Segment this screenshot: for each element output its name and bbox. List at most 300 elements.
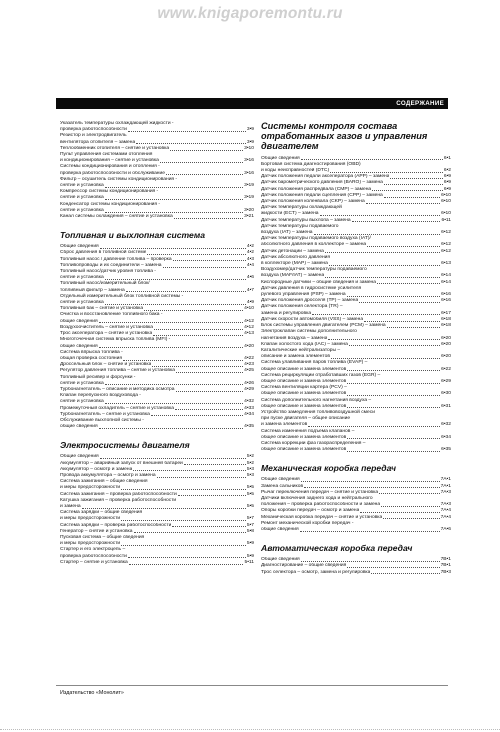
toc-page-number: 3•19 xyxy=(244,195,254,201)
toc-entry-title: Датчики включения заднего хода и нейтрального xyxy=(261,495,373,501)
toc-entry-title: Теплообменник отопителя – снятие и установка xyxy=(60,145,170,151)
toc-entry-title: абсолютного давления в коллекторе – замена xyxy=(261,242,367,248)
toc-entry-title: Общие сведения xyxy=(60,454,99,460)
dot-leader xyxy=(379,493,439,494)
toc-entry-title: Датчик положения педали сцепления (CPP) – замена xyxy=(261,192,383,198)
dot-leader xyxy=(352,221,441,222)
dot-leader xyxy=(331,358,440,359)
toc-entry xyxy=(261,429,451,441)
toc-entry-title: Топливный бак – снятие и установка xyxy=(60,306,144,312)
dot-leader xyxy=(121,545,246,546)
toc-page-number: 5•5 xyxy=(246,485,254,491)
toc-entry-title: Общие сведения xyxy=(261,155,300,161)
toc-page-number: 4•2 xyxy=(246,244,254,250)
toc-page-number: 6•12 xyxy=(441,242,451,248)
toc-entry-title: снятие и установка xyxy=(60,183,104,189)
toc-page-number: 5•5 xyxy=(246,491,254,497)
right-column xyxy=(261,121,451,576)
toc-page-number: 3•16 xyxy=(244,170,254,176)
section-heading-electro: Электросистемы двигателя xyxy=(60,440,190,451)
toc-entry-title: Воздухоочиститель – снятие и установка xyxy=(60,324,154,330)
toc-page-number: 6•29 xyxy=(441,378,451,384)
toc-page-number: 3•9 xyxy=(246,139,254,145)
toc-entry-title: Датчик температуры охлаждающей xyxy=(261,205,342,211)
toc-entry-title: Конденсатор системы кондиционирования - xyxy=(60,201,161,207)
toc-entry-title: Очистка и восстановление топливного бака - xyxy=(60,312,163,318)
toc-entry xyxy=(60,281,254,293)
toc-entry-title: Катушка зажигания – проверка работоспособности xyxy=(60,497,177,503)
toc-entry xyxy=(261,267,451,279)
toc-entry-title: замена и регулировка xyxy=(261,310,312,316)
toc-page-number: 6•17 xyxy=(441,310,451,316)
dot-leader xyxy=(133,470,246,471)
toc-entry xyxy=(60,393,254,405)
dot-leader xyxy=(325,277,440,278)
toc-entry-row xyxy=(261,447,451,453)
fuel-list xyxy=(60,244,254,430)
toc-entry xyxy=(261,224,451,236)
toc-page-number: 4•7 xyxy=(246,287,254,293)
toc-entry-title: Датчик температуры выхлопа – замена xyxy=(261,217,351,223)
toc-entry-title: Датчик давления в гидросистеме усилителя xyxy=(261,285,362,291)
emission-heading-line: двигателем xyxy=(261,141,319,152)
toc-page-number: 6•14 xyxy=(441,273,451,279)
toc-page-number: 6•20 xyxy=(441,354,451,360)
toc-entry-title: общее описание и замена элементов xyxy=(261,403,347,409)
toc-page-number: 6•10 xyxy=(441,199,451,205)
dot-leader xyxy=(390,178,442,179)
toc-page-number: 5•3 xyxy=(246,466,254,472)
toc-page-number: 5•11 xyxy=(244,559,254,565)
left-column xyxy=(60,121,254,566)
toc-entry-title: снятие и установка xyxy=(60,275,104,281)
toc-entry xyxy=(60,133,254,145)
toc-page-number: 6•12 xyxy=(441,230,451,236)
dot-leader xyxy=(105,279,246,280)
dot-leader xyxy=(314,234,441,235)
toc-entry-title: и коды неисправностей (DTC) xyxy=(261,168,330,174)
toc-page-number: 5•2 xyxy=(246,460,254,466)
header-title: СОДЕРЖАНИЕ xyxy=(396,100,444,107)
toc-entry-title: Резистор и электродвигатель xyxy=(60,133,127,139)
toc-page-number: 4•4 xyxy=(246,262,254,268)
dot-leader xyxy=(163,267,246,268)
toc-entry-title: Топливный насос/датчик уровня топлива - xyxy=(60,269,156,275)
dot-leader xyxy=(359,302,440,303)
dot-leader xyxy=(383,518,439,519)
toc-entry-title: снятие и установка xyxy=(60,195,104,201)
toc-entry-title: Регулятор давления топлива – снятие и установка xyxy=(60,368,175,374)
dot-leader xyxy=(372,190,443,191)
dot-leader xyxy=(349,345,440,346)
header-bar xyxy=(56,98,448,109)
dot-leader xyxy=(157,477,246,478)
section-heading-auto: Автоматическая коробка передач xyxy=(261,543,413,554)
toc-entry-title: Воздухомер/датчик температуры подаваемого xyxy=(261,267,367,273)
toc-page-number: 4•25 xyxy=(244,368,254,374)
toc-page-number: 4•2 xyxy=(246,250,254,256)
dot-leader xyxy=(329,265,440,266)
toc-entry-title: общая проверка состояния xyxy=(60,355,122,361)
toc-entry-title: Стартер – снятие и установка xyxy=(60,559,128,565)
toc-page-number: 4•26 xyxy=(244,380,254,386)
toc-page-number: 3•21 xyxy=(244,214,254,220)
toc-entry-title: снятие и установка xyxy=(60,380,104,386)
toc-entry-title: проверка работоспособности xyxy=(60,553,127,559)
toc-entry xyxy=(60,312,254,324)
toc-page-number: 7A•4 xyxy=(440,514,451,520)
dot-leader xyxy=(100,248,246,249)
section-heading-manual: Механическая коробка передач xyxy=(261,463,397,474)
toc-entry-title: Система коррекции фаз газораспределения – xyxy=(261,440,366,446)
toc-entry-title: Система вентиляции картера (PCV) – xyxy=(261,385,347,391)
toc-page-number: 3•19 xyxy=(244,183,254,189)
toc-page-number: 6•10 xyxy=(441,211,451,217)
toc-entry-title: общее описание и замена элементов xyxy=(261,378,347,384)
toc-page-number: 5•5 xyxy=(246,503,254,509)
dot-leader xyxy=(367,246,440,247)
toc-page-number: 4•29 xyxy=(244,386,254,392)
toc-entry-title: Турбонагнетатель – снятие и установка xyxy=(60,411,150,417)
toc-page-number: 4•33 xyxy=(244,405,254,411)
toc-page-number: 6•18 xyxy=(441,323,451,329)
toc-page-number: 6•2 xyxy=(443,168,451,174)
toc-entry xyxy=(261,360,451,372)
toc-entry-title: проверка работоспособности xyxy=(60,127,127,133)
toc-entry xyxy=(60,152,254,164)
toc-page-number: 6•10 xyxy=(441,192,451,198)
footer-rule xyxy=(56,685,448,686)
toc-entry-title: Диагностирование – общие сведения xyxy=(261,563,347,569)
toc-entry-title: Указатель температуры охлаждающей жидкости - xyxy=(60,121,174,126)
toc-page-number: 4•10 xyxy=(244,306,254,312)
toc-entry-title: Дроссельный блок – снятие и установка xyxy=(60,362,152,368)
toc-entry xyxy=(60,479,254,491)
dot-leader xyxy=(128,557,246,558)
toc-page-number: 5•8 xyxy=(246,528,254,534)
toc-entry xyxy=(261,373,451,385)
toc-entry-title: Генератор – снятие и установка xyxy=(60,528,133,534)
toc-entry-title: Бортовая система диагностирования (OBD) xyxy=(261,161,361,167)
toc-entry xyxy=(261,496,451,508)
toc-entry xyxy=(261,398,451,410)
toc-entry-title: Общие сведения xyxy=(261,557,300,563)
toc-entry-title: нагнетания воздуха – замена xyxy=(261,335,328,341)
dot-leader xyxy=(126,291,246,292)
dot-leader xyxy=(129,564,244,565)
toc-page-number: 4•34 xyxy=(244,411,254,417)
dot-leader xyxy=(184,464,246,465)
toc-entry-title: снятие и установка xyxy=(60,399,104,405)
toc-page-number: 4•3 xyxy=(246,256,254,262)
toc-page-number: 7B•1 xyxy=(440,557,451,563)
dot-leader xyxy=(105,212,243,213)
dot-leader xyxy=(308,426,440,427)
toc-entry xyxy=(261,521,451,533)
toc-entry-title: Датчик абсолютного давления xyxy=(261,254,331,260)
toc-entry-title: общие сведения xyxy=(261,526,299,532)
dot-leader xyxy=(152,366,243,367)
toc-entry-title: Топливный ресивер и форсунки - xyxy=(60,374,136,380)
toc-entry-title: положения – проверка работоспособности и замена xyxy=(261,502,381,508)
toc-page-number: 4•12 xyxy=(244,324,254,330)
toc-page-number: 3•20 xyxy=(244,207,254,213)
dot-leader xyxy=(347,296,441,297)
toc-entry-title: Отдельный измерительный блок топливной системы - xyxy=(60,293,184,299)
toc-entry-title: проверка работоспособности и обслуживание xyxy=(60,170,165,176)
dot-leader xyxy=(166,174,243,175)
toc-entry xyxy=(60,294,254,306)
emission-heading-line: отработанных газов и управления xyxy=(261,131,428,142)
dot-leader xyxy=(330,172,443,173)
toc-page-number: 7B•3 xyxy=(440,569,451,575)
toc-page-number: 6•12 xyxy=(441,248,451,254)
dot-leader xyxy=(377,283,440,284)
dot-leader xyxy=(82,508,246,509)
dot-leader xyxy=(105,199,243,200)
toc-page-number: 6•22 xyxy=(441,366,451,372)
dot-leader xyxy=(300,531,440,532)
dot-leader xyxy=(172,526,246,527)
toc-entry xyxy=(261,410,451,429)
dot-leader xyxy=(347,395,440,396)
dot-leader xyxy=(347,370,440,371)
toc-page-number: 3•9 xyxy=(246,127,254,133)
toc-entry xyxy=(60,337,254,349)
toc-entry-title: в коллекторе (MAP) – замена xyxy=(261,261,328,267)
toc-entry-title: рулевого управления (PSP) – замена xyxy=(261,292,346,298)
toc-entry-title: общее описание и замена элементов xyxy=(261,391,347,397)
toc-entry xyxy=(60,350,254,362)
toc-page-number: 4•23 xyxy=(244,362,254,368)
toc-entry-title: Промежуточный охладитель – снятие и установка xyxy=(60,405,174,411)
toc-page-number: 3•16 xyxy=(244,158,254,164)
toc-page-number: 4•22 xyxy=(244,355,254,361)
toc-entry-title: Датчик положения дросселя (TP) – замена xyxy=(261,298,359,304)
toc-page-number: 6•30 xyxy=(441,391,451,397)
dot-leader xyxy=(176,391,244,392)
toc-page-number: 4•12 xyxy=(244,318,254,324)
dot-leader xyxy=(304,487,440,488)
toc-entry-title: общие сведения xyxy=(60,343,98,349)
toc-page-number: 4•20 xyxy=(244,343,254,349)
toc-entry xyxy=(60,560,254,566)
toc-page-number: 6•32 xyxy=(441,422,451,428)
toc-entry-title: и меры предосторожности xyxy=(60,541,121,547)
toc-entry-title: Датчик положения педали акселератора (APP) – замена xyxy=(261,174,390,180)
toc-entry-row xyxy=(60,560,254,566)
toc-entry-title: и кондиционирования – снятие и установка xyxy=(60,158,159,164)
scan-edge xyxy=(0,729,500,731)
dot-leader xyxy=(136,143,246,144)
toc-entry-title: Общие сведения xyxy=(60,244,99,250)
toc-page-number: 5•9 xyxy=(246,541,254,547)
toc-entry-title: Обслуживание выхлопной системы - xyxy=(60,417,144,423)
toc-entry-title: Топливный насос / давление топлива – проверка xyxy=(60,256,172,262)
dot-leader xyxy=(176,372,243,373)
toc-entry-title: при пуске двигателя – общее описание xyxy=(261,416,351,422)
toc-page-number: 6•9 xyxy=(443,186,451,192)
toc-entry-title: Система впрыска топлива - xyxy=(60,349,123,355)
toc-entry-title: Ремонт механической коробки передач - xyxy=(261,520,354,526)
dot-leader xyxy=(144,310,243,311)
toc-entry-title: Система дополнительного нагнетания воздуха – xyxy=(261,397,372,403)
toc-entry-title: Общие сведения xyxy=(261,477,300,483)
electro-list xyxy=(60,454,254,566)
dot-leader xyxy=(105,187,243,188)
toc-entry-title: описание и замена элементов xyxy=(261,354,330,360)
dot-leader xyxy=(325,252,440,253)
dot-leader xyxy=(153,335,243,336)
dot-leader xyxy=(121,489,246,490)
dot-leader xyxy=(160,162,243,163)
dot-leader xyxy=(100,458,246,459)
toc-page-number: 6•13 xyxy=(441,261,451,267)
toc-page-number: 4•35 xyxy=(244,424,254,430)
toc-entry-title: снятие и установка xyxy=(60,207,104,213)
toc-entry-title: Датчик детонации – замена xyxy=(261,248,324,254)
toc-entry-title: Топливный насос/измерительный блок/ xyxy=(60,281,150,287)
toc-entry xyxy=(60,202,254,214)
toc-entry-title: общее описание и замена элементов xyxy=(261,366,347,372)
toc-entry-title: Пусковая система – общие сведения xyxy=(60,534,145,540)
emission-heading-line: Системы контроля состава xyxy=(261,121,398,131)
toc-entry-title: Датчик температуры подаваемого воздуха (IAT)/ xyxy=(261,236,371,242)
toc-entry-title: и замена xyxy=(60,503,81,509)
toc-page-number: 6•20 xyxy=(441,341,451,347)
toc-entry-title: Аккумулятор – аварийный запуск от внешней батареи xyxy=(60,460,183,466)
toc-entry-title: жидкости (ECT) – замена xyxy=(261,211,319,217)
toc-entry-title: воздуха (MAF/IAT) – замена xyxy=(261,273,325,279)
dot-leader xyxy=(364,321,440,322)
toc-entry-title: Трос акселератора – снятие и установка xyxy=(60,331,153,337)
toc-page-number: 5•7 xyxy=(246,522,254,528)
dot-leader xyxy=(174,218,243,219)
footer-publisher: Издательство «Монолит» xyxy=(60,690,124,696)
watermark: www.knigaporemontu.ru xyxy=(157,5,343,22)
toc-entry-title: снятие и установка xyxy=(60,300,104,306)
dot-leader xyxy=(384,184,443,185)
toc-entry-title: Система зарядки – проверка работоспособности xyxy=(60,522,172,528)
dot-leader xyxy=(366,203,440,204)
dot-leader xyxy=(347,567,439,568)
toc-entry-title: Провода аккумулятора – осмотр и замена xyxy=(60,472,156,478)
toc-page-number: 5•3 xyxy=(246,472,254,478)
emission-list xyxy=(261,156,451,454)
toc-entry-title: Датчик положения селектора (TR) – xyxy=(261,304,343,310)
dot-leader xyxy=(170,150,243,151)
toc-page-number: 6•11 xyxy=(441,217,451,223)
dot-leader xyxy=(151,415,243,416)
toc-entry xyxy=(261,286,451,298)
toc-entry-title: Канал системы охлаждения – снятие и установка xyxy=(60,214,173,220)
dot-leader xyxy=(99,347,244,348)
toc-entry-title: Электроклапан системы дополнительного xyxy=(261,329,357,335)
toc-entry-row xyxy=(60,214,254,220)
toc-page-number: 7A•4 xyxy=(440,508,451,514)
toc-page-number: 5•2 xyxy=(246,454,254,460)
toc-entry-title: Многоточечная система впрыска топлива (MFI) - xyxy=(60,337,171,343)
toc-page-number: 6•16 xyxy=(441,298,451,304)
dot-leader xyxy=(320,215,441,216)
dot-leader xyxy=(360,512,439,513)
toc-entry xyxy=(261,255,451,267)
toc-entry xyxy=(60,177,254,189)
toc-entry-title: Датчик положения коленвала (CKP) – замена xyxy=(261,199,365,205)
toc-entry xyxy=(60,375,254,387)
toc-entry xyxy=(60,189,254,201)
dot-leader xyxy=(347,438,440,439)
toc-entry-row xyxy=(60,424,254,430)
dot-leader xyxy=(147,254,245,255)
left-intro-list xyxy=(60,121,254,220)
toc-entry-row xyxy=(261,570,451,576)
toc-entry-title: и меры предосторожности xyxy=(60,516,121,522)
dot-leader xyxy=(387,327,441,328)
toc-page-number: 6•18 xyxy=(441,316,451,322)
toc-entry-title: вентилятора отопителя – замена xyxy=(60,139,136,145)
dot-leader xyxy=(301,159,443,160)
toc-entry xyxy=(261,570,451,576)
dot-leader xyxy=(381,506,439,507)
toc-page-number: 4•6 xyxy=(246,275,254,281)
toc-entry-title: Система зарядки – общие сведения xyxy=(60,510,143,516)
toc-entry-title: Механическая коробка передач – снятие и установка xyxy=(261,514,383,520)
toc-page-number: 7B•1 xyxy=(440,563,451,569)
toc-entry-title: Система изменения подъема клапанов – xyxy=(261,428,355,434)
toc-entry-title: Аккумулятор – осмотр и замена xyxy=(60,466,133,472)
manual-list xyxy=(261,477,451,533)
toc-page-number: 6•9 xyxy=(443,174,451,180)
toc-page-number: 7A•6 xyxy=(440,526,451,532)
toc-entry xyxy=(60,535,254,547)
toc-entry-title: Фильтр – осушитель системы кондиционирования - xyxy=(60,176,178,182)
dot-leader xyxy=(347,383,440,384)
toc-page-number: 4•9 xyxy=(246,300,254,306)
dot-leader xyxy=(384,197,440,198)
toc-page-number: 6•34 xyxy=(441,434,451,440)
section-heading-fuel: Топливная и выхлопная система xyxy=(60,230,205,241)
toc-entry xyxy=(60,121,254,133)
toc-entry-title: Клапан перепускного воздуховода - xyxy=(60,393,141,399)
dot-leader xyxy=(173,260,246,261)
dot-leader xyxy=(154,329,243,330)
toc-page-number: 6•1 xyxy=(443,155,451,161)
toc-entry-title: Турбонагнетатель – описание и методика осмотра xyxy=(60,386,175,392)
toc-entry-title: Топливопроводы и их соединители – замена xyxy=(60,262,162,268)
toc-page-number: 7A•1 xyxy=(440,483,451,489)
toc-entry-title: топливный фильтр – замена xyxy=(60,287,125,293)
toc-entry-title: Система зажигания – общие сведения xyxy=(60,479,148,485)
toc-entry-title: Клапан холостого хода (IAC) – замена xyxy=(261,341,348,347)
toc-entry-title: Датчик температуры подаваемого xyxy=(261,223,339,229)
toc-entry-title: Датчик положения распредвала (CMP) – замена xyxy=(261,186,372,192)
toc-entry-row xyxy=(261,527,451,533)
toc-entry-title: Компрессор системы кондиционирования - xyxy=(60,189,159,195)
dot-leader xyxy=(347,451,440,452)
toc-page-number: 6•35 xyxy=(441,447,451,453)
toc-entry xyxy=(261,236,451,248)
toc-entry-title: Датчик барометрического давления (BARO) – замена xyxy=(261,180,383,186)
toc-entry-title: и замена элементов xyxy=(261,422,308,428)
dot-leader xyxy=(328,339,440,340)
toc-entry-title: общее описание и замена элементов xyxy=(261,434,347,440)
toc-page-number: 7A•3 xyxy=(440,502,451,508)
auto-list xyxy=(261,557,451,576)
toc-entry-title: общее описание и замена элементов xyxy=(261,447,347,453)
toc-entry-title: общие сведения xyxy=(60,318,98,324)
toc-entry-title: Каталитические нейтрализаторы – xyxy=(261,347,341,353)
